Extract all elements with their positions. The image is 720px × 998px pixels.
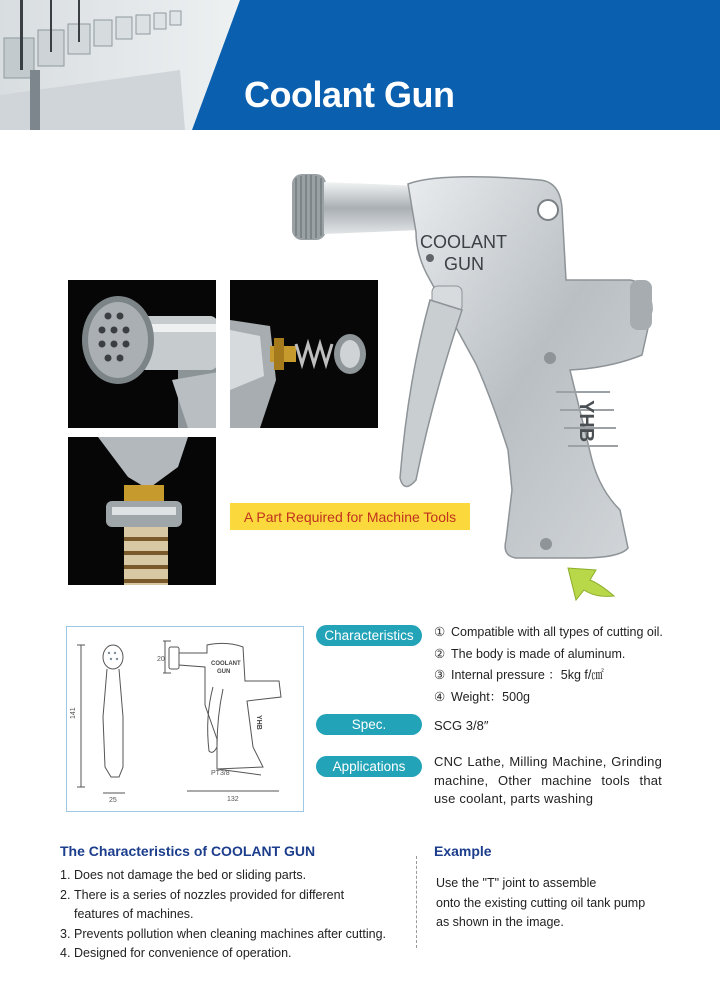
- hose-joint-photo: [68, 437, 216, 585]
- example-line: onto the existing cutting oil tank pump: [436, 895, 646, 910]
- features-list: [60, 866, 386, 964]
- spec-label: Spec.: [316, 714, 422, 735]
- gun-label-line2: GUN: [444, 254, 484, 274]
- applications-label: Applications: [316, 756, 422, 777]
- technical-drawing: [66, 626, 304, 812]
- characteristic-item: ② The body is made of aluminum.: [434, 646, 626, 661]
- callout-banner: A Part Required for Machine Tools: [230, 503, 470, 530]
- nozzle-closeup-photo: [68, 280, 216, 428]
- arrow-icon: [566, 560, 616, 602]
- page-title: Coolant Gun: [244, 74, 455, 115]
- list-item: 4. Designed for convenience of operation.: [60, 946, 292, 960]
- spec-value: SCG 3/8″: [434, 718, 489, 733]
- applications-text: CNC Lathe, Milling Machine, Grinding machine, Other machine tools that use coolant, parts washing: [434, 754, 662, 806]
- characteristic-item: ④ Weight：500g: [434, 689, 530, 704]
- example-title: Example: [434, 843, 492, 859]
- characteristics-list: [434, 622, 663, 708]
- drawing-label-line1: COOLANT: [211, 661, 241, 667]
- example-text: [436, 874, 645, 933]
- drawing-brand: YHB: [255, 715, 262, 730]
- drawing-dim-depth: 25: [109, 797, 117, 804]
- section-divider: [416, 856, 417, 948]
- gun-label-line1: COOLANT: [420, 232, 508, 252]
- characteristics-label: Characteristics: [316, 625, 422, 646]
- list-item: 1. Does not damage the bed or sliding parts.: [60, 868, 307, 882]
- example-line: as shown in the image.: [436, 915, 564, 929]
- drawing-dim-nozzle: 20: [157, 656, 165, 663]
- drawing-thread: PT3/8: [211, 770, 230, 777]
- example-line: Use the "T" joint to assemble: [436, 876, 597, 890]
- drawing-dim-height: 141: [70, 707, 77, 719]
- gun-brand: YHB: [575, 400, 597, 443]
- characteristic-item: ③ Internal pressure ：5kg f/㎠: [434, 668, 604, 682]
- drawing-label-line2: GUN: [217, 669, 231, 675]
- header-banner: [0, 0, 720, 130]
- characteristic-item: ① Compatible with all types of cutting oil.: [434, 625, 663, 639]
- drawing-dim-length: 132: [227, 796, 239, 803]
- list-item: 3. Prevents pollution when cleaning machines after cutting.: [60, 926, 386, 941]
- list-item: 2. There is a series of nozzles provided for different features of machines.: [60, 887, 345, 921]
- features-title: The Characteristics of COOLANT GUN: [60, 843, 316, 859]
